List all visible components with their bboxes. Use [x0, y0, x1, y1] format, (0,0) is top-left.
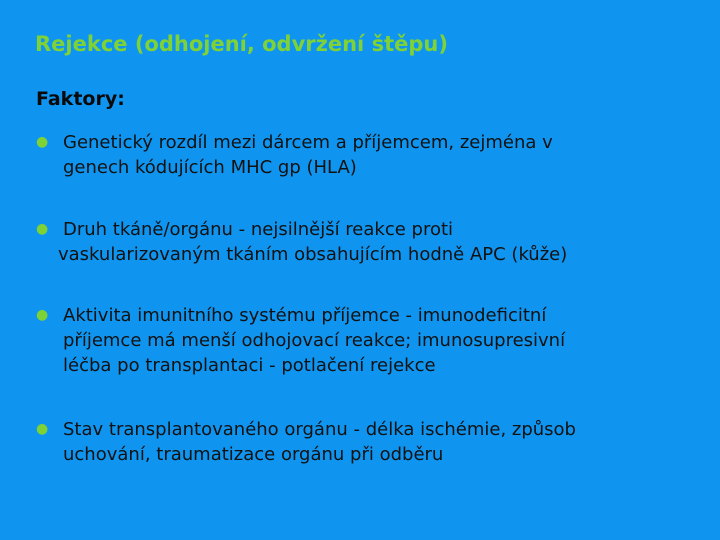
bullet-line: léčba po transplantaci - potlačení rejekce — [63, 355, 436, 376]
bullet-line: genech kódujících MHC gp (HLA) — [63, 157, 357, 178]
bullet-line: příjemce má menší odhojovací reakce; imunosupresivní — [63, 330, 566, 351]
bullet-line: Stav transplantovaného orgánu - délka ischémie, způsob — [63, 419, 576, 440]
bullet-line: Aktivita imunitního systému příjemce - imunodeficitní — [63, 305, 547, 326]
bullet-item — [36, 130, 686, 180]
bullet-item — [36, 417, 686, 467]
bullet-marker-icon: ● — [36, 134, 49, 150]
bullet-item — [36, 217, 686, 267]
bullet-line: Druh tkáně/orgánu - nejsilnější reakce proti — [63, 219, 454, 240]
slide-title: Rejekce (odhojení, odvržení štěpu) — [35, 32, 448, 56]
bullet-marker-icon: ● — [36, 307, 49, 323]
bullet-line: Genetický rozdíl mezi dárcem a příjemcem, zejména v — [63, 132, 553, 153]
bullet-marker-icon: ● — [36, 221, 49, 237]
bullet-marker-icon: ● — [36, 421, 49, 437]
bullet-line: uchování, traumatizace orgánu při odběru — [63, 444, 444, 465]
bullet-line: vaskularizovaným tkáním obsahujícím hodně APC (kůže) — [58, 244, 568, 265]
bullet-item — [36, 303, 686, 378]
slide-subtitle: Faktory: — [36, 88, 125, 110]
